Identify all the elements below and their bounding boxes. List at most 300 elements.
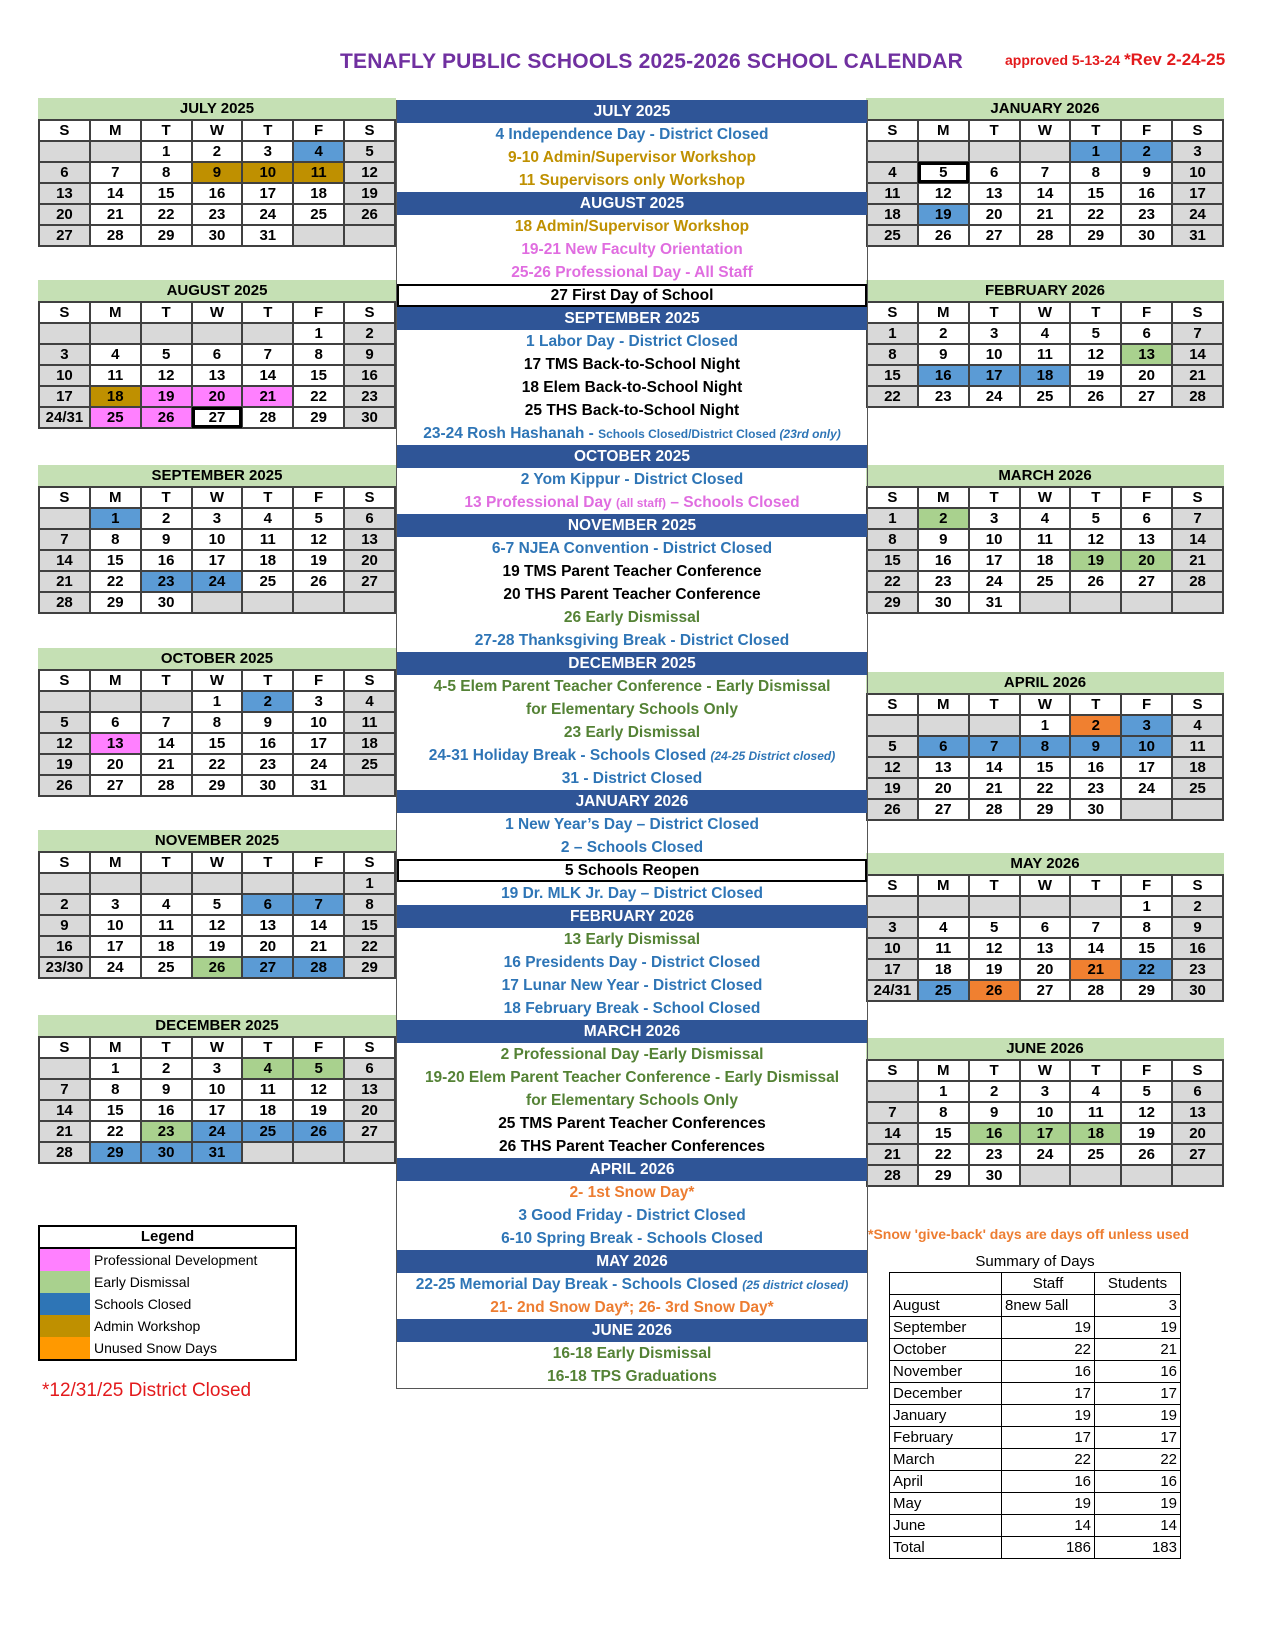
summary-row — [890, 1317, 1181, 1339]
calendar-day: 12 — [39, 733, 90, 754]
calendar-day: 25 — [293, 204, 344, 225]
event-note: (25 district closed) — [742, 1278, 849, 1292]
calendar-day: 10 — [39, 365, 90, 386]
event-item — [397, 169, 867, 192]
calendar-day: 17 — [969, 365, 1020, 386]
calendar-day: 11 — [242, 1079, 293, 1100]
calendar-day: 14 — [141, 733, 192, 754]
event-item — [397, 744, 867, 767]
calendar-day: 4 — [918, 917, 969, 938]
day-of-week-header: M — [918, 694, 969, 715]
calendar-day: 24/31 — [867, 980, 918, 1001]
event-text: 18 Admin/Supervisor Workshop — [514, 218, 750, 235]
calendar-day: 28 — [141, 775, 192, 796]
calendar-day: 13 — [344, 529, 395, 550]
calendar-day: 20 — [969, 204, 1020, 225]
calendar-day: 25 — [344, 754, 395, 775]
calendar-day: 14 — [39, 550, 90, 571]
day-of-week-header: S — [1172, 875, 1223, 896]
event-text: 20 THS Parent Teacher Conference — [503, 586, 761, 603]
event-text: 18 Elem Back-to-School Night — [521, 379, 743, 396]
month-name: JUNE 2026 — [866, 1038, 1224, 1059]
day-of-week-header: T — [1070, 487, 1121, 508]
calendar-day: 19 — [1121, 1123, 1172, 1144]
calendar-day: 16 — [39, 936, 90, 957]
calendar-blank-day — [90, 141, 141, 162]
calendar-day: 14 — [867, 1123, 918, 1144]
day-of-week-header: S — [1172, 120, 1223, 141]
calendar-day: 1 — [867, 323, 918, 344]
calendar-blank-day — [293, 592, 344, 613]
event-text: 25-26 Professional Day - All Staff — [511, 264, 753, 281]
calendar-day: 24 — [1172, 204, 1223, 225]
day-of-week-header: S — [1172, 302, 1223, 323]
day-of-week-header: S — [39, 1037, 90, 1058]
calendar-day: 15 — [918, 1123, 969, 1144]
calendar-day: 17 — [1172, 183, 1223, 204]
day-of-week-header: M — [90, 670, 141, 691]
calendar-day: 4 — [867, 162, 918, 183]
calendar-day: 11 — [1020, 529, 1071, 550]
calendar-day: 27 — [242, 957, 293, 978]
calendar-day: 16 — [242, 733, 293, 754]
summary-staff-days: 19 — [1002, 1405, 1095, 1427]
day-of-week-header: T — [242, 1037, 293, 1058]
calendar-day: 14 — [1172, 344, 1223, 365]
calendar-blank-day — [1020, 141, 1071, 162]
month-calendar — [38, 465, 396, 614]
calendar-day: 19 — [1070, 365, 1121, 386]
calendar-day: 17 — [192, 1100, 243, 1121]
day-of-week-header: T — [141, 1037, 192, 1058]
summary-month: December — [890, 1383, 1002, 1405]
calendar-day: 12 — [918, 183, 969, 204]
day-of-week-header: T — [1070, 875, 1121, 896]
calendar-day: 8 — [90, 1079, 141, 1100]
calendar-day: 5 — [918, 162, 969, 183]
calendar-day: 30 — [141, 592, 192, 613]
calendar-day: 15 — [90, 1100, 141, 1121]
day-of-week-header: T — [969, 694, 1020, 715]
day-of-week-header: S — [1172, 487, 1223, 508]
event-text: 11 Supervisors only Workshop — [518, 172, 746, 189]
calendar-day: 7 — [242, 344, 293, 365]
calendar-day: 31 — [1172, 225, 1223, 246]
calendar-day: 23/30 — [39, 957, 90, 978]
calendar-day: 30 — [969, 1165, 1020, 1186]
calendar-day: 7 — [293, 894, 344, 915]
event-text: MAY 2026 — [596, 1253, 668, 1270]
calendar-day: 7 — [1172, 323, 1223, 344]
calendar-day: 8 — [867, 529, 918, 550]
calendar-day: 9 — [39, 915, 90, 936]
calendar-day: 29 — [192, 775, 243, 796]
day-of-week-header: F — [1121, 875, 1172, 896]
calendar-day: 5 — [1070, 323, 1121, 344]
event-item — [397, 1135, 867, 1158]
day-of-week-header: T — [1070, 302, 1121, 323]
day-of-week-header: M — [918, 1060, 969, 1081]
day-of-week-header: F — [1121, 302, 1172, 323]
calendar-day: 17 — [293, 733, 344, 754]
calendar-day: 14 — [1070, 938, 1121, 959]
calendar-day: 6 — [344, 1058, 395, 1079]
event-item — [397, 353, 867, 376]
summary-row — [890, 1405, 1181, 1427]
summary-row — [890, 1361, 1181, 1383]
event-item — [397, 882, 867, 905]
calendar-day: 16 — [1172, 938, 1223, 959]
calendar-day: 15 — [192, 733, 243, 754]
day-of-week-header: S — [39, 487, 90, 508]
calendar-day: 25 — [1020, 386, 1071, 407]
calendar-day: 8 — [918, 1102, 969, 1123]
calendar-day: 5 — [344, 141, 395, 162]
calendar-day: 12 — [293, 529, 344, 550]
calendar-blank-day — [141, 323, 192, 344]
calendar-day: 30 — [344, 407, 395, 428]
event-note: (24-25 District closed) — [710, 749, 836, 763]
event-item — [397, 261, 867, 284]
calendar-day: 29 — [1070, 225, 1121, 246]
calendar-day: 22 — [867, 571, 918, 592]
calendar-day: 26 — [1070, 571, 1121, 592]
day-of-week-header: S — [39, 120, 90, 141]
calendar-day: 19 — [293, 550, 344, 571]
event-text: APRIL 2026 — [589, 1161, 675, 1178]
calendar-day: 11 — [242, 529, 293, 550]
calendar-day: 12 — [192, 915, 243, 936]
calendar-day: 30 — [1121, 225, 1172, 246]
summary-row — [890, 1339, 1181, 1361]
day-of-week-header: S — [344, 302, 395, 323]
event-item — [397, 422, 867, 445]
event-item — [397, 583, 867, 606]
day-of-week-header: F — [293, 120, 344, 141]
calendar-day: 19 — [867, 778, 918, 799]
calendar-day: 19 — [1070, 550, 1121, 571]
event-month-header — [397, 100, 867, 123]
day-of-week-header: T — [969, 120, 1020, 141]
day-of-week-header: T — [242, 852, 293, 873]
calendar-day: 15 — [867, 550, 918, 571]
calendar-day: 24 — [90, 957, 141, 978]
revision-date: *Rev 2-24-25 — [1124, 50, 1226, 69]
calendar-blank-day — [293, 225, 344, 246]
calendar-blank-day — [344, 775, 395, 796]
calendar-day: 18 — [141, 936, 192, 957]
calendar-day: 8 — [141, 162, 192, 183]
event-item — [397, 215, 867, 238]
calendar-day: 9 — [141, 529, 192, 550]
calendar-day: 20 — [344, 550, 395, 571]
calendar-day: 18 — [90, 386, 141, 407]
calendar-day: 5 — [969, 917, 1020, 938]
month-calendar — [38, 98, 396, 247]
day-of-week-header: W — [1020, 302, 1071, 323]
calendar-day: 8 — [90, 529, 141, 550]
legend-item — [40, 1271, 295, 1293]
event-item — [397, 330, 867, 353]
summary-student-days: 16 — [1095, 1471, 1181, 1493]
event-text: 19 Dr. MLK Jr. Day – District Closed — [501, 885, 763, 902]
event-text: 21- 2nd Snow Day*; 26- 3rd Snow Day* — [490, 1299, 774, 1316]
day-of-week-header: T — [969, 302, 1020, 323]
calendar-blank-day — [90, 323, 141, 344]
event-month-header — [397, 1250, 867, 1273]
day-of-week-header: F — [293, 1037, 344, 1058]
calendar-day: 26 — [344, 204, 395, 225]
calendar-day: 29 — [141, 225, 192, 246]
calendar-blank-day — [969, 141, 1020, 162]
calendar-day: 1 — [867, 508, 918, 529]
calendar-day: 11 — [90, 365, 141, 386]
calendar-day: 27 — [344, 1121, 395, 1142]
calendar-day: 3 — [969, 323, 1020, 344]
day-of-week-header: T — [141, 852, 192, 873]
calendar-day: 31 — [192, 1142, 243, 1163]
calendar-day: 2 — [141, 508, 192, 529]
day-of-week-header: S — [39, 670, 90, 691]
month-name: SEPTEMBER 2025 — [38, 465, 396, 486]
event-item — [397, 1342, 867, 1365]
calendar-day: 28 — [969, 799, 1020, 820]
calendar-day: 29 — [344, 957, 395, 978]
event-note: (23rd only) — [779, 427, 841, 441]
calendar-day: 8 — [293, 344, 344, 365]
calendar-blank-day — [867, 1081, 918, 1102]
calendar-day: 23 — [242, 754, 293, 775]
month-name: MAY 2026 — [866, 853, 1224, 874]
calendar-day: 15 — [867, 365, 918, 386]
summary-corner — [890, 1273, 1002, 1295]
event-item — [397, 1112, 867, 1135]
calendar-day: 7 — [867, 1102, 918, 1123]
calendar-day: 14 — [242, 365, 293, 386]
calendar-day: 17 — [867, 959, 918, 980]
calendar-day: 21 — [1172, 550, 1223, 571]
day-of-week-header: S — [867, 487, 918, 508]
calendar-day: 13 — [1020, 938, 1071, 959]
summary-student-days: 21 — [1095, 1339, 1181, 1361]
calendar-day: 28 — [242, 407, 293, 428]
calendar-day: 17 — [242, 183, 293, 204]
day-of-week-header: M — [918, 120, 969, 141]
calendar-day: 22 — [90, 1121, 141, 1142]
calendar-day: 21 — [90, 204, 141, 225]
calendar-day: 22 — [1121, 959, 1172, 980]
calendar-blank-day — [141, 873, 192, 894]
calendar-day: 22 — [344, 936, 395, 957]
month-calendar — [866, 280, 1224, 408]
calendar-day: 23 — [192, 204, 243, 225]
calendar-day: 2 — [344, 323, 395, 344]
calendar-day: 21 — [1070, 959, 1121, 980]
calendar-day: 25 — [1020, 571, 1071, 592]
calendar-day: 20 — [1020, 959, 1071, 980]
calendar-day: 5 — [39, 712, 90, 733]
calendar-day: 18 — [1020, 365, 1071, 386]
summary-students-header: Students — [1095, 1273, 1181, 1295]
calendar-day: 13 — [90, 733, 141, 754]
calendar-day: 16 — [344, 365, 395, 386]
legend-label: Admin Workshop — [94, 1318, 201, 1334]
calendar-day: 4 — [1020, 508, 1071, 529]
calendar-day: 3 — [1020, 1081, 1071, 1102]
event-text: 17 Lunar New Year - District Closed — [501, 977, 763, 994]
calendar-day: 3 — [293, 691, 344, 712]
calendar-day: 27 — [918, 799, 969, 820]
summary-staff-days: 8new 5all — [1002, 1295, 1095, 1317]
calendar-day: 16 — [1121, 183, 1172, 204]
calendar-day: 19 — [969, 959, 1020, 980]
calendar-day: 27 — [1172, 1144, 1223, 1165]
day-of-week-header: T — [141, 670, 192, 691]
calendar-day: 23 — [1172, 959, 1223, 980]
day-of-week-header: S — [344, 852, 395, 873]
calendar-day: 31 — [969, 592, 1020, 613]
summary-row — [890, 1537, 1181, 1559]
calendar-day: 18 — [1070, 1123, 1121, 1144]
calendar-day: 10 — [969, 529, 1020, 550]
calendar-day: 6 — [192, 344, 243, 365]
day-of-week-header: F — [293, 302, 344, 323]
calendar-day: 11 — [1070, 1102, 1121, 1123]
calendar-day: 23 — [918, 386, 969, 407]
calendar-blank-day — [39, 323, 90, 344]
day-of-week-header: W — [1020, 1060, 1071, 1081]
calendar-day: 13 — [344, 1079, 395, 1100]
event-item — [397, 1296, 867, 1319]
day-of-week-header: M — [90, 487, 141, 508]
calendar-blank-day — [867, 141, 918, 162]
calendar-day: 8 — [1121, 917, 1172, 938]
legend-label: Schools Closed — [94, 1296, 192, 1312]
calendar-day: 26 — [293, 1121, 344, 1142]
event-text: 1 New Year’s Day – District Closed — [505, 816, 759, 833]
calendar-day: 18 — [1172, 757, 1223, 778]
calendar-day: 1 — [90, 508, 141, 529]
calendar-day: 21 — [39, 1121, 90, 1142]
calendar-day: 23 — [141, 1121, 192, 1142]
calendar-day: 4 — [1172, 715, 1223, 736]
calendar-day: 26 — [39, 775, 90, 796]
event-item — [397, 468, 867, 491]
calendar-day: 19 — [293, 1100, 344, 1121]
day-of-week-header: F — [1121, 694, 1172, 715]
calendar-day: 3 — [1121, 715, 1172, 736]
day-of-week-header: T — [242, 487, 293, 508]
calendar-blank-day — [39, 508, 90, 529]
month-calendar — [866, 672, 1224, 821]
event-item — [397, 491, 867, 514]
calendar-day: 8 — [344, 894, 395, 915]
calendar-day: 1 — [344, 873, 395, 894]
month-calendar — [38, 280, 396, 429]
day-of-week-header: F — [293, 670, 344, 691]
calendar-day: 5 — [867, 736, 918, 757]
calendar-blank-day — [1020, 896, 1071, 917]
calendar-day: 24 — [192, 1121, 243, 1142]
calendar-day: 16 — [969, 1123, 1020, 1144]
calendar-day: 26 — [192, 957, 243, 978]
calendar-day: 4 — [90, 344, 141, 365]
calendar-day: 2 — [1121, 141, 1172, 162]
month-name: MARCH 2026 — [866, 465, 1224, 486]
calendar-day: 2 — [969, 1081, 1020, 1102]
event-item — [397, 974, 867, 997]
event-item — [397, 813, 867, 836]
calendar-day: 26 — [969, 980, 1020, 1001]
calendar-day: 23 — [1121, 204, 1172, 225]
event-text: AUGUST 2025 — [579, 195, 685, 212]
calendar-day: 28 — [1020, 225, 1071, 246]
event-item — [397, 629, 867, 652]
calendar-day: 4 — [1070, 1081, 1121, 1102]
day-of-week-header: M — [90, 302, 141, 323]
calendar-day: 13 — [918, 757, 969, 778]
calendar-day: 10 — [1172, 162, 1223, 183]
calendar-day: 8 — [1070, 162, 1121, 183]
calendar-day: 30 — [918, 592, 969, 613]
calendar-day: 11 — [141, 915, 192, 936]
event-text: DECEMBER 2025 — [568, 655, 696, 672]
summary-student-days: 183 — [1095, 1537, 1181, 1559]
calendar-day: 4 — [141, 894, 192, 915]
calendar-day: 10 — [90, 915, 141, 936]
calendar-day: 10 — [293, 712, 344, 733]
calendar-blank-day — [39, 141, 90, 162]
calendar-day: 25 — [242, 571, 293, 592]
calendar-day: 28 — [39, 1142, 90, 1163]
calendar-blank-day — [918, 896, 969, 917]
event-month-header — [397, 790, 867, 813]
summary-staff-days: 17 — [1002, 1427, 1095, 1449]
calendar-day: 1 — [1020, 715, 1071, 736]
calendar-day: 28 — [1172, 386, 1223, 407]
calendar-day: 22 — [293, 386, 344, 407]
calendar-day: 6 — [90, 712, 141, 733]
calendar-day: 15 — [141, 183, 192, 204]
event-text: JUNE 2026 — [591, 1322, 673, 1339]
event-text: 4 Independence Day - District Closed — [495, 126, 769, 143]
calendar-day: 14 — [969, 757, 1020, 778]
calendar-blank-day — [242, 323, 293, 344]
calendar-day: 23 — [344, 386, 395, 407]
day-of-week-header: S — [344, 670, 395, 691]
event-month-header — [397, 1020, 867, 1043]
day-of-week-header: F — [1121, 120, 1172, 141]
summary-student-days: 19 — [1095, 1493, 1181, 1515]
day-of-week-header: W — [1020, 120, 1071, 141]
calendar-day: 30 — [1070, 799, 1121, 820]
calendar-day: 28 — [1172, 571, 1223, 592]
calendar-day: 22 — [1070, 204, 1121, 225]
calendar-day: 12 — [1070, 344, 1121, 365]
summary-month: September — [890, 1317, 1002, 1339]
calendar-day: 2 — [39, 894, 90, 915]
calendar-day: 20 — [192, 386, 243, 407]
calendar-blank-day — [1121, 799, 1172, 820]
calendar-day: 27 — [192, 407, 243, 428]
summary-title: Summary of Days — [890, 1251, 1181, 1273]
calendar-day: 6 — [344, 508, 395, 529]
calendar-day: 27 — [90, 775, 141, 796]
event-text: 2 – Schools Closed — [560, 839, 704, 856]
calendar-blank-day — [192, 873, 243, 894]
legend-item — [40, 1293, 295, 1315]
calendar-day: 30 — [242, 775, 293, 796]
